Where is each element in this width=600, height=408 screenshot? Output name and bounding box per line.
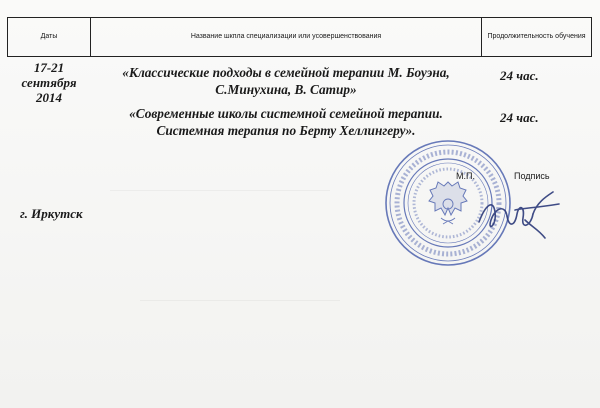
signature-label: Подпись	[514, 171, 550, 181]
faint-bleed-line	[140, 300, 340, 301]
row2-hours: 24 час.	[500, 110, 539, 125]
stamp-place-label: М.П.	[456, 171, 475, 181]
handwritten-signature	[475, 186, 565, 246]
date-line: 2014	[36, 90, 62, 105]
row2-course-title	[94, 105, 478, 139]
city-name: г. Иркутск	[20, 206, 83, 221]
date-line: сентября	[21, 75, 77, 90]
date-line: 17-21	[33, 60, 65, 75]
header-table	[7, 17, 592, 57]
header-duration: Продолжительность обучения	[487, 32, 586, 40]
header-dates: Даты	[8, 18, 91, 56]
header-course-name: Название шкпла специализации или усовершенствования	[91, 18, 482, 56]
course-line: «Современные школы системной семейной терапии.	[129, 106, 443, 121]
course-line: С.Минухина, В. Сатир»	[215, 82, 357, 97]
course-line: Системная терапия по Берту Хеллингеру».	[156, 123, 416, 138]
row1-course-title	[94, 64, 478, 98]
row1-hours: 24 час.	[500, 68, 539, 83]
faint-bleed-line	[110, 190, 330, 191]
course-line: «Классические подходы в семейной терапии М. Боуэна,	[122, 65, 450, 80]
row1-dates	[14, 60, 84, 105]
